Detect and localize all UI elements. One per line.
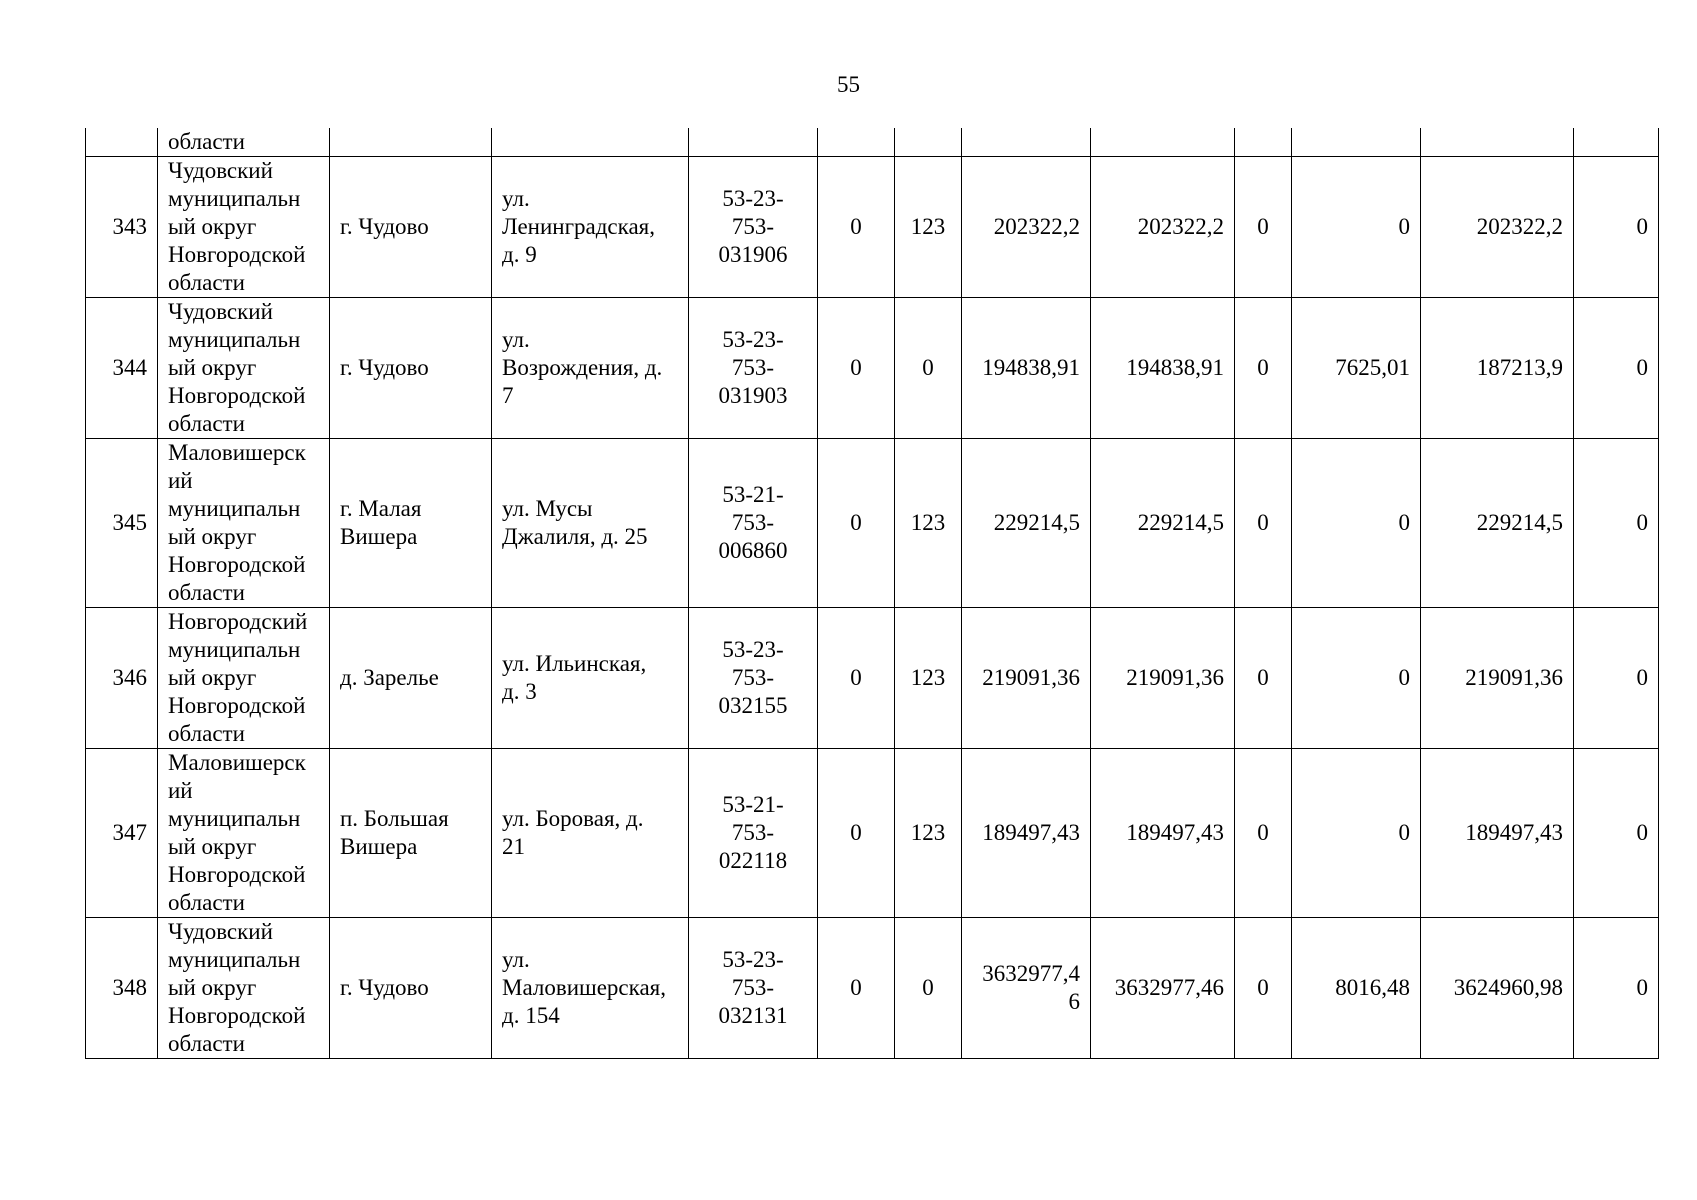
cell-col8 <box>1091 128 1235 157</box>
cell-no: 347 <box>86 749 158 918</box>
cell-col9: 0 <box>1235 298 1292 439</box>
cell-col7 <box>962 128 1091 157</box>
cell-col10: 8016,48 <box>1292 918 1421 1059</box>
cell-address: ул. Мусы Джалиля, д. 25 <box>492 439 689 608</box>
cell-col12: 0 <box>1574 608 1659 749</box>
cell-col7: 219091,36 <box>962 608 1091 749</box>
cell-col6: 0 <box>895 298 962 439</box>
cell-col12 <box>1574 128 1659 157</box>
cell-address: ул. Ленинградская, д. 9 <box>492 157 689 298</box>
cell-col11: 189497,43 <box>1421 749 1574 918</box>
cell-address: ул. Маловишерская, д. 154 <box>492 918 689 1059</box>
cell-municipality: Чудовский муниципальн ый округ Новгородской области <box>158 918 330 1059</box>
cell-col10: 0 <box>1292 157 1421 298</box>
cell-col8: 194838,91 <box>1091 298 1235 439</box>
cell-code: 53-23- 753- 032155 <box>689 608 818 749</box>
cell-municipality: Новгородский муниципальн ый округ Новгородской области <box>158 608 330 749</box>
cell-col5: 0 <box>818 157 895 298</box>
cell-col8: 229214,5 <box>1091 439 1235 608</box>
cell-col10: 0 <box>1292 749 1421 918</box>
cell-municipality: Чудовский муниципальн ый округ Новгородской области <box>158 298 330 439</box>
cell-col12: 0 <box>1574 157 1659 298</box>
cell-locality: д. Зарелье <box>330 608 492 749</box>
cell-code: 53-23- 753- 031903 <box>689 298 818 439</box>
cell-col7: 189497,43 <box>962 749 1091 918</box>
table-row <box>86 608 1659 749</box>
cell-col9 <box>1235 128 1292 157</box>
cell-col10: 0 <box>1292 608 1421 749</box>
cell-col12: 0 <box>1574 439 1659 608</box>
table-row <box>86 157 1659 298</box>
cell-col5 <box>818 128 895 157</box>
cell-col10: 7625,01 <box>1292 298 1421 439</box>
table-row <box>86 298 1659 439</box>
cell-no: 344 <box>86 298 158 439</box>
cell-col7: 229214,5 <box>962 439 1091 608</box>
cell-address: ул. Боровая, д. 21 <box>492 749 689 918</box>
cell-col9: 0 <box>1235 918 1292 1059</box>
cell-locality <box>330 128 492 157</box>
cell-address <box>492 128 689 157</box>
cell-address: ул. Ильинская, д. 3 <box>492 608 689 749</box>
cell-col9: 0 <box>1235 439 1292 608</box>
cell-code: 53-23- 753- 031906 <box>689 157 818 298</box>
cell-code: 53-21- 753- 006860 <box>689 439 818 608</box>
cell-locality: г. Чудово <box>330 157 492 298</box>
cell-col11: 187213,9 <box>1421 298 1574 439</box>
cell-col5: 0 <box>818 608 895 749</box>
cell-no <box>86 128 158 157</box>
cell-col12: 0 <box>1574 918 1659 1059</box>
cell-col11: 229214,5 <box>1421 439 1574 608</box>
cell-col5: 0 <box>818 439 895 608</box>
cell-no: 343 <box>86 157 158 298</box>
cell-municipality: Маловишерск ий муниципальн ый округ Новгородской области <box>158 749 330 918</box>
cell-col6: 123 <box>895 439 962 608</box>
cell-col8: 202322,2 <box>1091 157 1235 298</box>
table-row <box>86 918 1659 1059</box>
cell-no: 348 <box>86 918 158 1059</box>
cell-col7: 3632977,4 6 <box>962 918 1091 1059</box>
cell-no: 345 <box>86 439 158 608</box>
cell-col6: 123 <box>895 749 962 918</box>
cell-col8: 189497,43 <box>1091 749 1235 918</box>
cell-col10: 0 <box>1292 439 1421 608</box>
cell-col12: 0 <box>1574 298 1659 439</box>
page-number: 55 <box>837 72 860 97</box>
cell-code: 53-21- 753- 022118 <box>689 749 818 918</box>
table-row <box>86 439 1659 608</box>
cell-col9: 0 <box>1235 608 1292 749</box>
cell-address: ул. Возрождения, д. 7 <box>492 298 689 439</box>
cell-municipality: Чудовский муниципальн ый округ Новгородской области <box>158 157 330 298</box>
cell-col9: 0 <box>1235 749 1292 918</box>
cell-col11 <box>1421 128 1574 157</box>
cell-col11: 219091,36 <box>1421 608 1574 749</box>
cell-col7: 194838,91 <box>962 298 1091 439</box>
cell-col5: 0 <box>818 918 895 1059</box>
cell-code <box>689 128 818 157</box>
cell-col6: 0 <box>895 918 962 1059</box>
registry-table <box>85 128 1659 1059</box>
cell-municipality: Маловишерск ий муниципальн ый округ Новгородской области <box>158 439 330 608</box>
cell-col5: 0 <box>818 298 895 439</box>
cell-code: 53-23- 753- 032131 <box>689 918 818 1059</box>
cell-col6: 123 <box>895 608 962 749</box>
cell-col12: 0 <box>1574 749 1659 918</box>
cell-locality: г. Малая Вишера <box>330 439 492 608</box>
cell-locality: г. Чудово <box>330 918 492 1059</box>
cell-col6: 123 <box>895 157 962 298</box>
cell-col11: 3624960,98 <box>1421 918 1574 1059</box>
cell-col7: 202322,2 <box>962 157 1091 298</box>
cell-col11: 202322,2 <box>1421 157 1574 298</box>
cell-col8: 219091,36 <box>1091 608 1235 749</box>
cell-col10 <box>1292 128 1421 157</box>
cell-locality: п. Большая Вишера <box>330 749 492 918</box>
cell-municipality: области <box>158 128 330 157</box>
continuation-row <box>86 128 1659 157</box>
cell-no: 346 <box>86 608 158 749</box>
cell-col9: 0 <box>1235 157 1292 298</box>
cell-col5: 0 <box>818 749 895 918</box>
cell-col8: 3632977,46 <box>1091 918 1235 1059</box>
cell-locality: г. Чудово <box>330 298 492 439</box>
table-row <box>86 749 1659 918</box>
cell-col6 <box>895 128 962 157</box>
